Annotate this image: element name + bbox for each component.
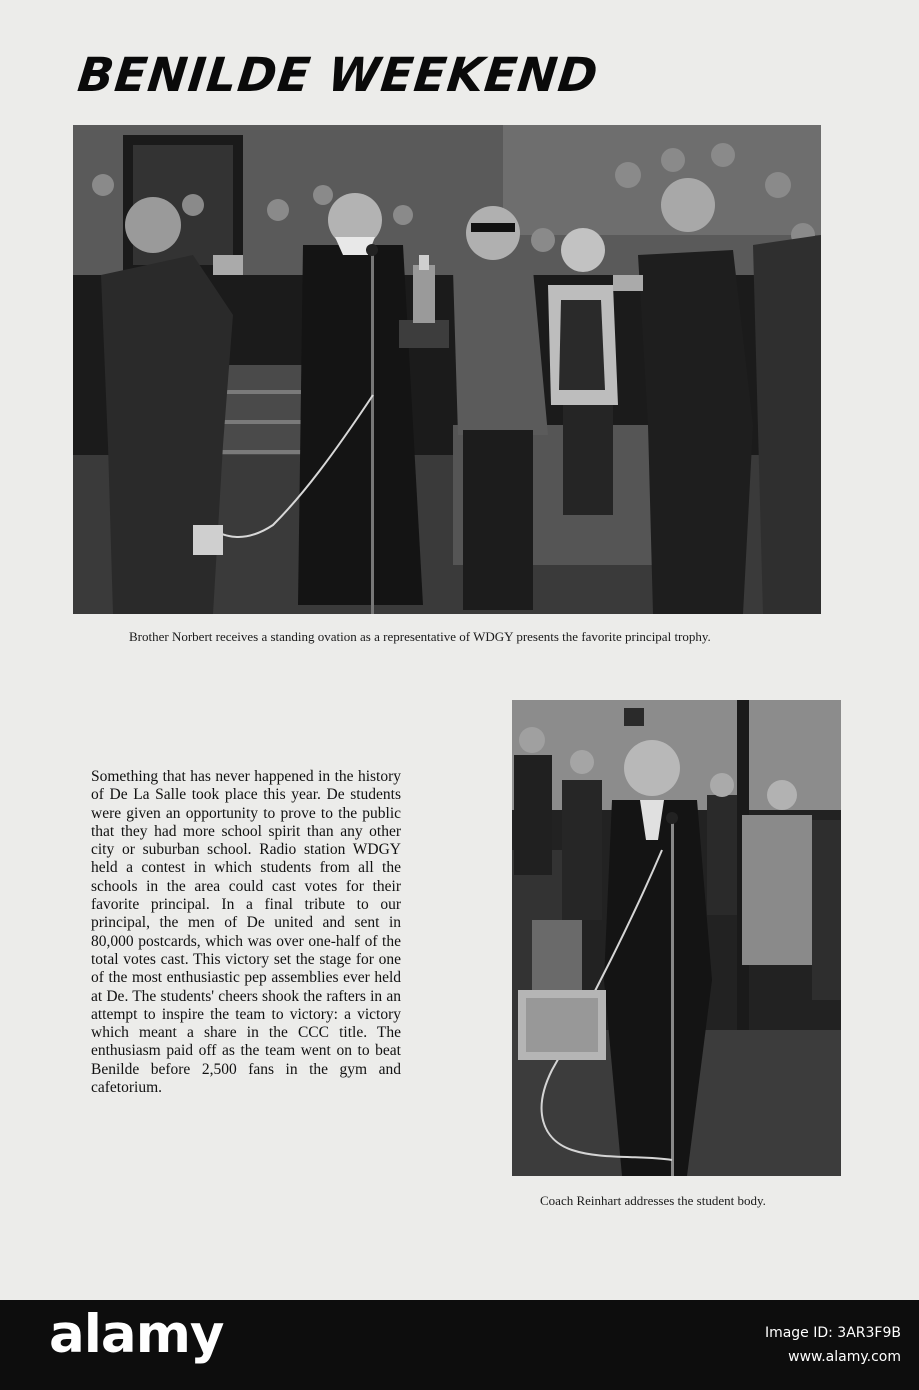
image-id: Image ID: 3AR3F9B bbox=[764, 1325, 901, 1341]
trophy-presentation-photo bbox=[73, 125, 821, 614]
site-url[interactable]: www.alamy.com bbox=[788, 1349, 901, 1365]
brand-logo: alamy bbox=[49, 1304, 224, 1365]
side-photo-caption: Coach Reinhart addresses the student body. bbox=[540, 1193, 766, 1208]
main-photo-caption: Brother Norbert receives a standing ovation as a representative of WDGY presents the favorite principal trophy. bbox=[129, 629, 711, 644]
coach-speech-image bbox=[512, 700, 841, 1176]
trophy-presentation-image bbox=[73, 125, 821, 614]
coach-speech-photo bbox=[512, 700, 841, 1176]
article-body: Something that has never happened in the history of De La Salle took place this year. De students were given an opportunity to prove to the public that they had more school spirit than any other city or suburban school. Radio station WDGY held a contest in which students from all the schools in the area could cast votes for their favorite principal. In a final tribute to our principal, the men of De united and sent in 80,000 postcards, which was over one-half of the total votes cast. This victory set the stage for one of the most enthusiastic pep assemblies ever held at De. The students' cheers shook the rafters in an attempt to inspire the team to victory: a victory which meant a share in the CCC title. The enthusiasm paid off as the team went on to beat Benilde before 2,500 fans in the gym and cafetorium. bbox=[91, 768, 401, 1097]
page-title: BENILDE WEEKEND bbox=[75, 48, 602, 103]
